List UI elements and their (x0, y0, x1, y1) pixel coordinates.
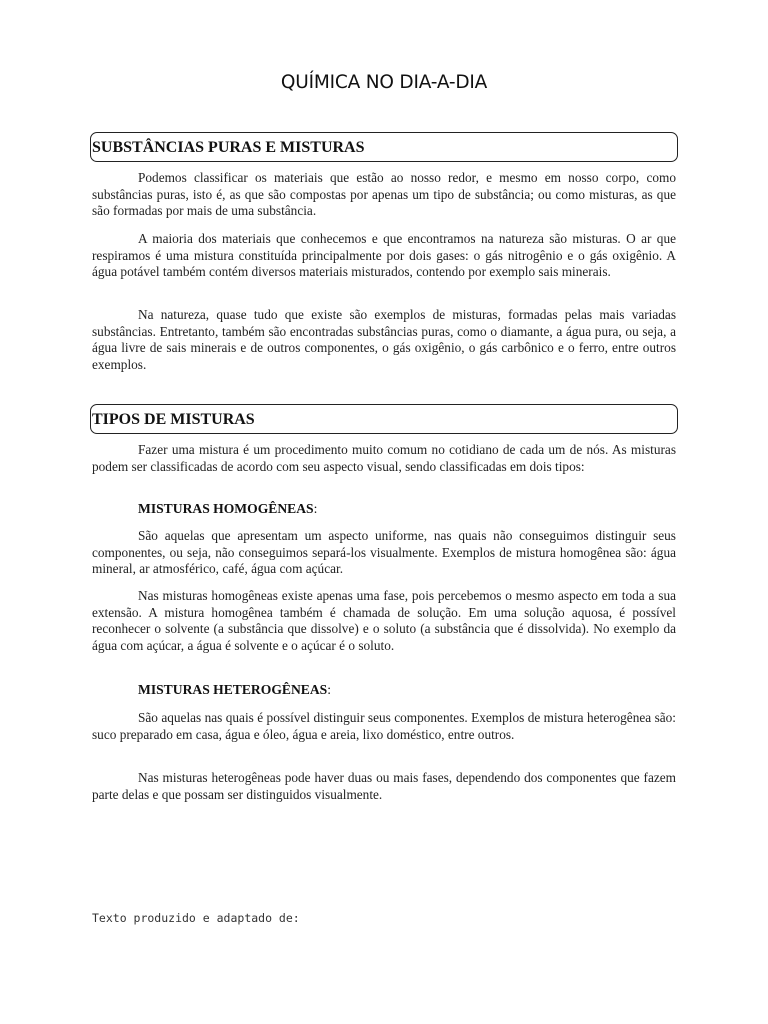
paragraph: Fazer uma mistura é um procedimento muito comum no cotidiano de cada um de nós. As misturas podem ser classificadas de acordo com seu aspecto visual, sendo classificadas em dois tipos: (92, 442, 676, 474)
paragraph: Nas misturas heterogêneas pode haver duas ou mais fases, dependendo dos componentes que fazem parte delas e que possam ser distinguidos visualmente. (92, 770, 676, 802)
subheading-label: MISTURAS HOMOGÊNEAS (138, 501, 314, 516)
paragraph: A maioria dos materiais que conhecemos e que encontramos na natureza são misturas. O ar que respiramos é uma mistura constituída principalmente por dois gases: o gás nitrogênio e o gás oxigênio. A água potável também contém diversos materiais misturados, contendo por exemplo sais minerais. (92, 231, 676, 280)
paragraph: Podemos classificar os materiais que estão ao nosso redor, e mesmo em nosso corpo, como substâncias puras, isto é, as que são compostas por apenas um tipo de substância; ou como misturas, as que são formadas por mais de uma substância. (92, 170, 676, 219)
subheading-colon: : (313, 501, 318, 516)
document-title: QUÍMICA NO DIA-A-DIA (280, 72, 488, 93)
paragraph: Nas misturas homogêneas existe apenas uma fase, pois percebemos o mesmo aspecto em toda a sua extensão. A mistura homogênea também é chamada de solução. Em uma solução aquosa, é possível reconhecer o solvente (a substância que dissolve) e o soluto (a substância que é dissolvida). No exemplo da água com açúcar, a água é solvente e o açúcar é o soluto. (92, 588, 676, 653)
subheading-heterogeneas (138, 682, 331, 698)
source-note: Texto produzido e adaptado de: (92, 911, 300, 925)
subheading-label: MISTURAS HETEROGÊNEAS (138, 682, 328, 697)
section-heading-tipos: TIPOS DE MISTURAS (92, 411, 255, 428)
paragraph: São aquelas que apresentam um aspecto uniforme, nas quais não conseguimos distinguir seus componentes, ou seja, não conseguimos separá-los visualmente. Exemplos de mistura homogênea são: água mineral, ar atmosférico, café, água com açúcar. (92, 528, 676, 577)
subheading-homogeneas (138, 501, 317, 517)
subheading-colon: : (327, 682, 332, 697)
paragraph: São aquelas nas quais é possível distinguir seus componentes. Exemplos de mistura heterogênea são: suco preparado em casa, água e óleo, água e areia, lixo doméstico, entre outros. (92, 710, 676, 742)
section-heading-substancias: SUBSTÂNCIAS PURAS E MISTURAS (92, 139, 365, 156)
paragraph: Na natureza, quase tudo que existe são exemplos de misturas, formadas pelas mais variadas substâncias. Entretanto, também são encontradas substâncias puras, como o diamante, a água pura, ou seja, a água livre de sais minerais e de outros componentes, o gás oxigênio, o gás carbônico e o ferro, entre outros exemplos. (92, 307, 676, 372)
